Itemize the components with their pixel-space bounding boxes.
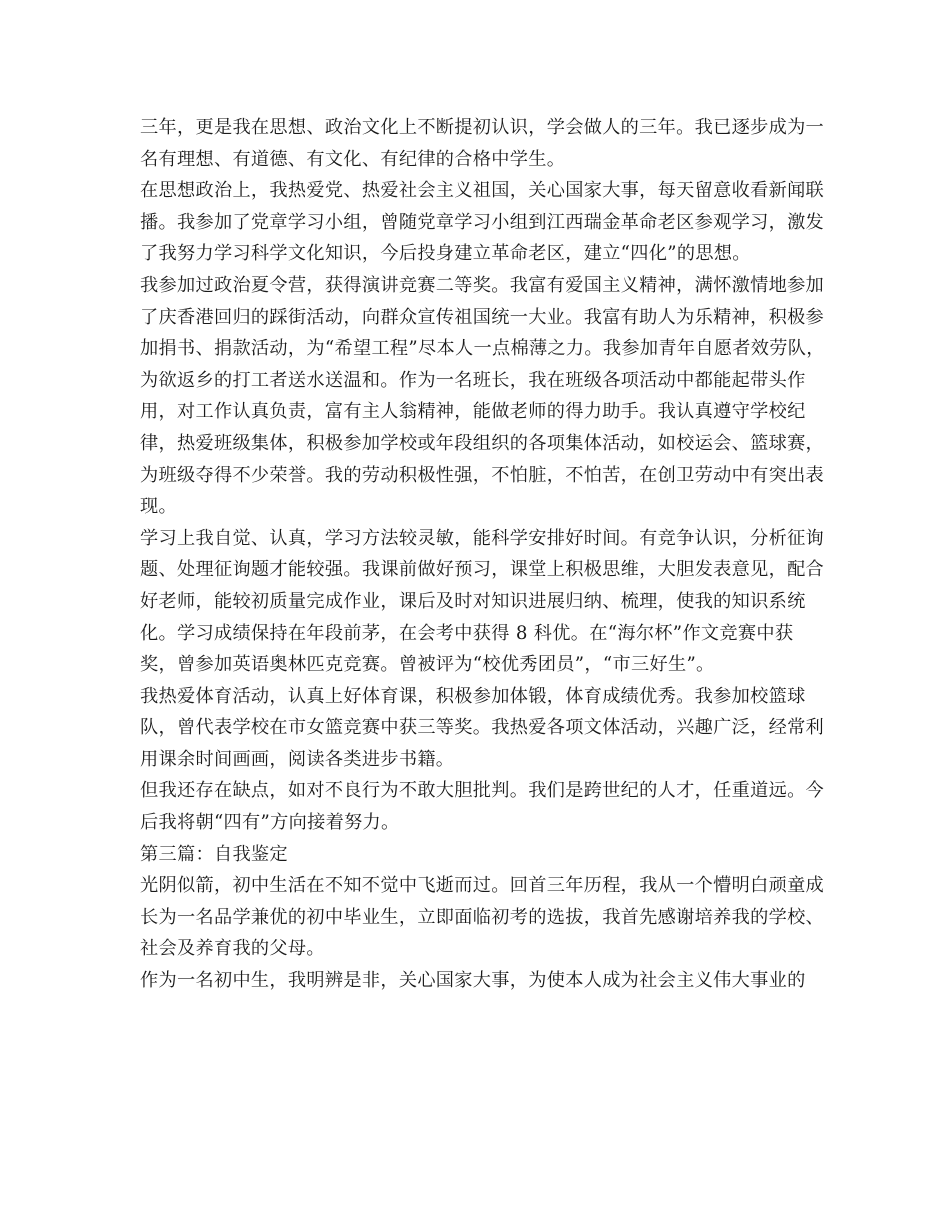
document-body (140, 112, 830, 997)
paragraph-3: 我参加过政治夏令营，获得演讲竞赛二等奖。我富有爱国主义精神，满怀激情地参加了庆香港回归的踩街活动，向群众宣传祖国统一大业。我富有助人为乐精神，积极参加捐书、捐款活动，为“希望工程”尽本人一点棉薄之力。我参加青年自愿者效劳队，为欲返乡的打工者送水送温和。作为一名班长，我在班级各项活动中都能起带头作用，对工作认真负责，富有主人翁精神，能做老师的得力助手。我认真遵守学校纪律，热爱班级集体，积极参加学校或年段组织的各项集体活动，如校运会、篮球赛，为班级夺得不少荣誉。我的劳动积极性强，不怕脏，不怕苦，在创卫劳动中有突出表现。 (140, 274, 825, 518)
paragraph-5: 我热爱体育活动，认真上好体育课，积极参加体锻，体育成绩优秀。我参加校篮球队，曾代表学校在市女篮竞赛中获三等奖。我热爱各项文体活动，兴趣广泛，经常利用课余时间画画，阅读各类进步书籍。 (140, 685, 825, 770)
paragraph-4: 学习上我自觉、认真，学习方法较灵敏，能科学安排好时间。有竞争认识，分析征询题、处理征询题才能较强。我课前做好预习，课堂上积极思维，大胆发表意见，配合好老师，能较初质量完成作业，课后及时对知识进展归纳、梳理，使我的知识系统化。学习成绩保持在年段前茅，在会考中获得 8 科优。在“海尔杯”作文竞赛中获奖，曾参加英语奥林匹克竞赛。曾被评为“校优秀团员”，“市三好生”。 (140, 527, 825, 676)
section-heading: 第三篇：自我鉴定 (140, 843, 288, 865)
paragraph-7: 光阴似箭，初中生活在不知不觉中飞逝而过。回首三年历程，我从一个懵明白顽童成长为一名品学兼优的初中毕业生，立即面临初考的选拔，我首先感谢培养我的学校、社会及养育我的父母。 (140, 875, 825, 960)
paragraph-1: 三年，更是我在思想、政治文化上不断提初认识，学会做人的三年。我已逐步成为一名有理想、有道德、有文化、有纪律的合格中学生。 (140, 117, 825, 170)
paragraph-6: 但我还存在缺点，如对不良行为不敢大胆批判。我们是跨世纪的人才，任重道远。今后我将朝“四有”方向接着努力。 (140, 780, 825, 834)
paragraph-2: 在思想政治上，我热爱党、热爱社会主义祖国，关心国家大事，每天留意收看新闻联播。我参加了党章学习小组，曾随党章学习小组到江西瑞金革命老区参观学习，激发了我努力学习科学文化知识，今后投身建立革命老区，建立“四化”的思想。 (140, 180, 825, 265)
paragraph-8: 作为一名初中生，我明辨是非，关心国家大事，为使本人成为社会主义伟大事业的 (140, 970, 806, 992)
